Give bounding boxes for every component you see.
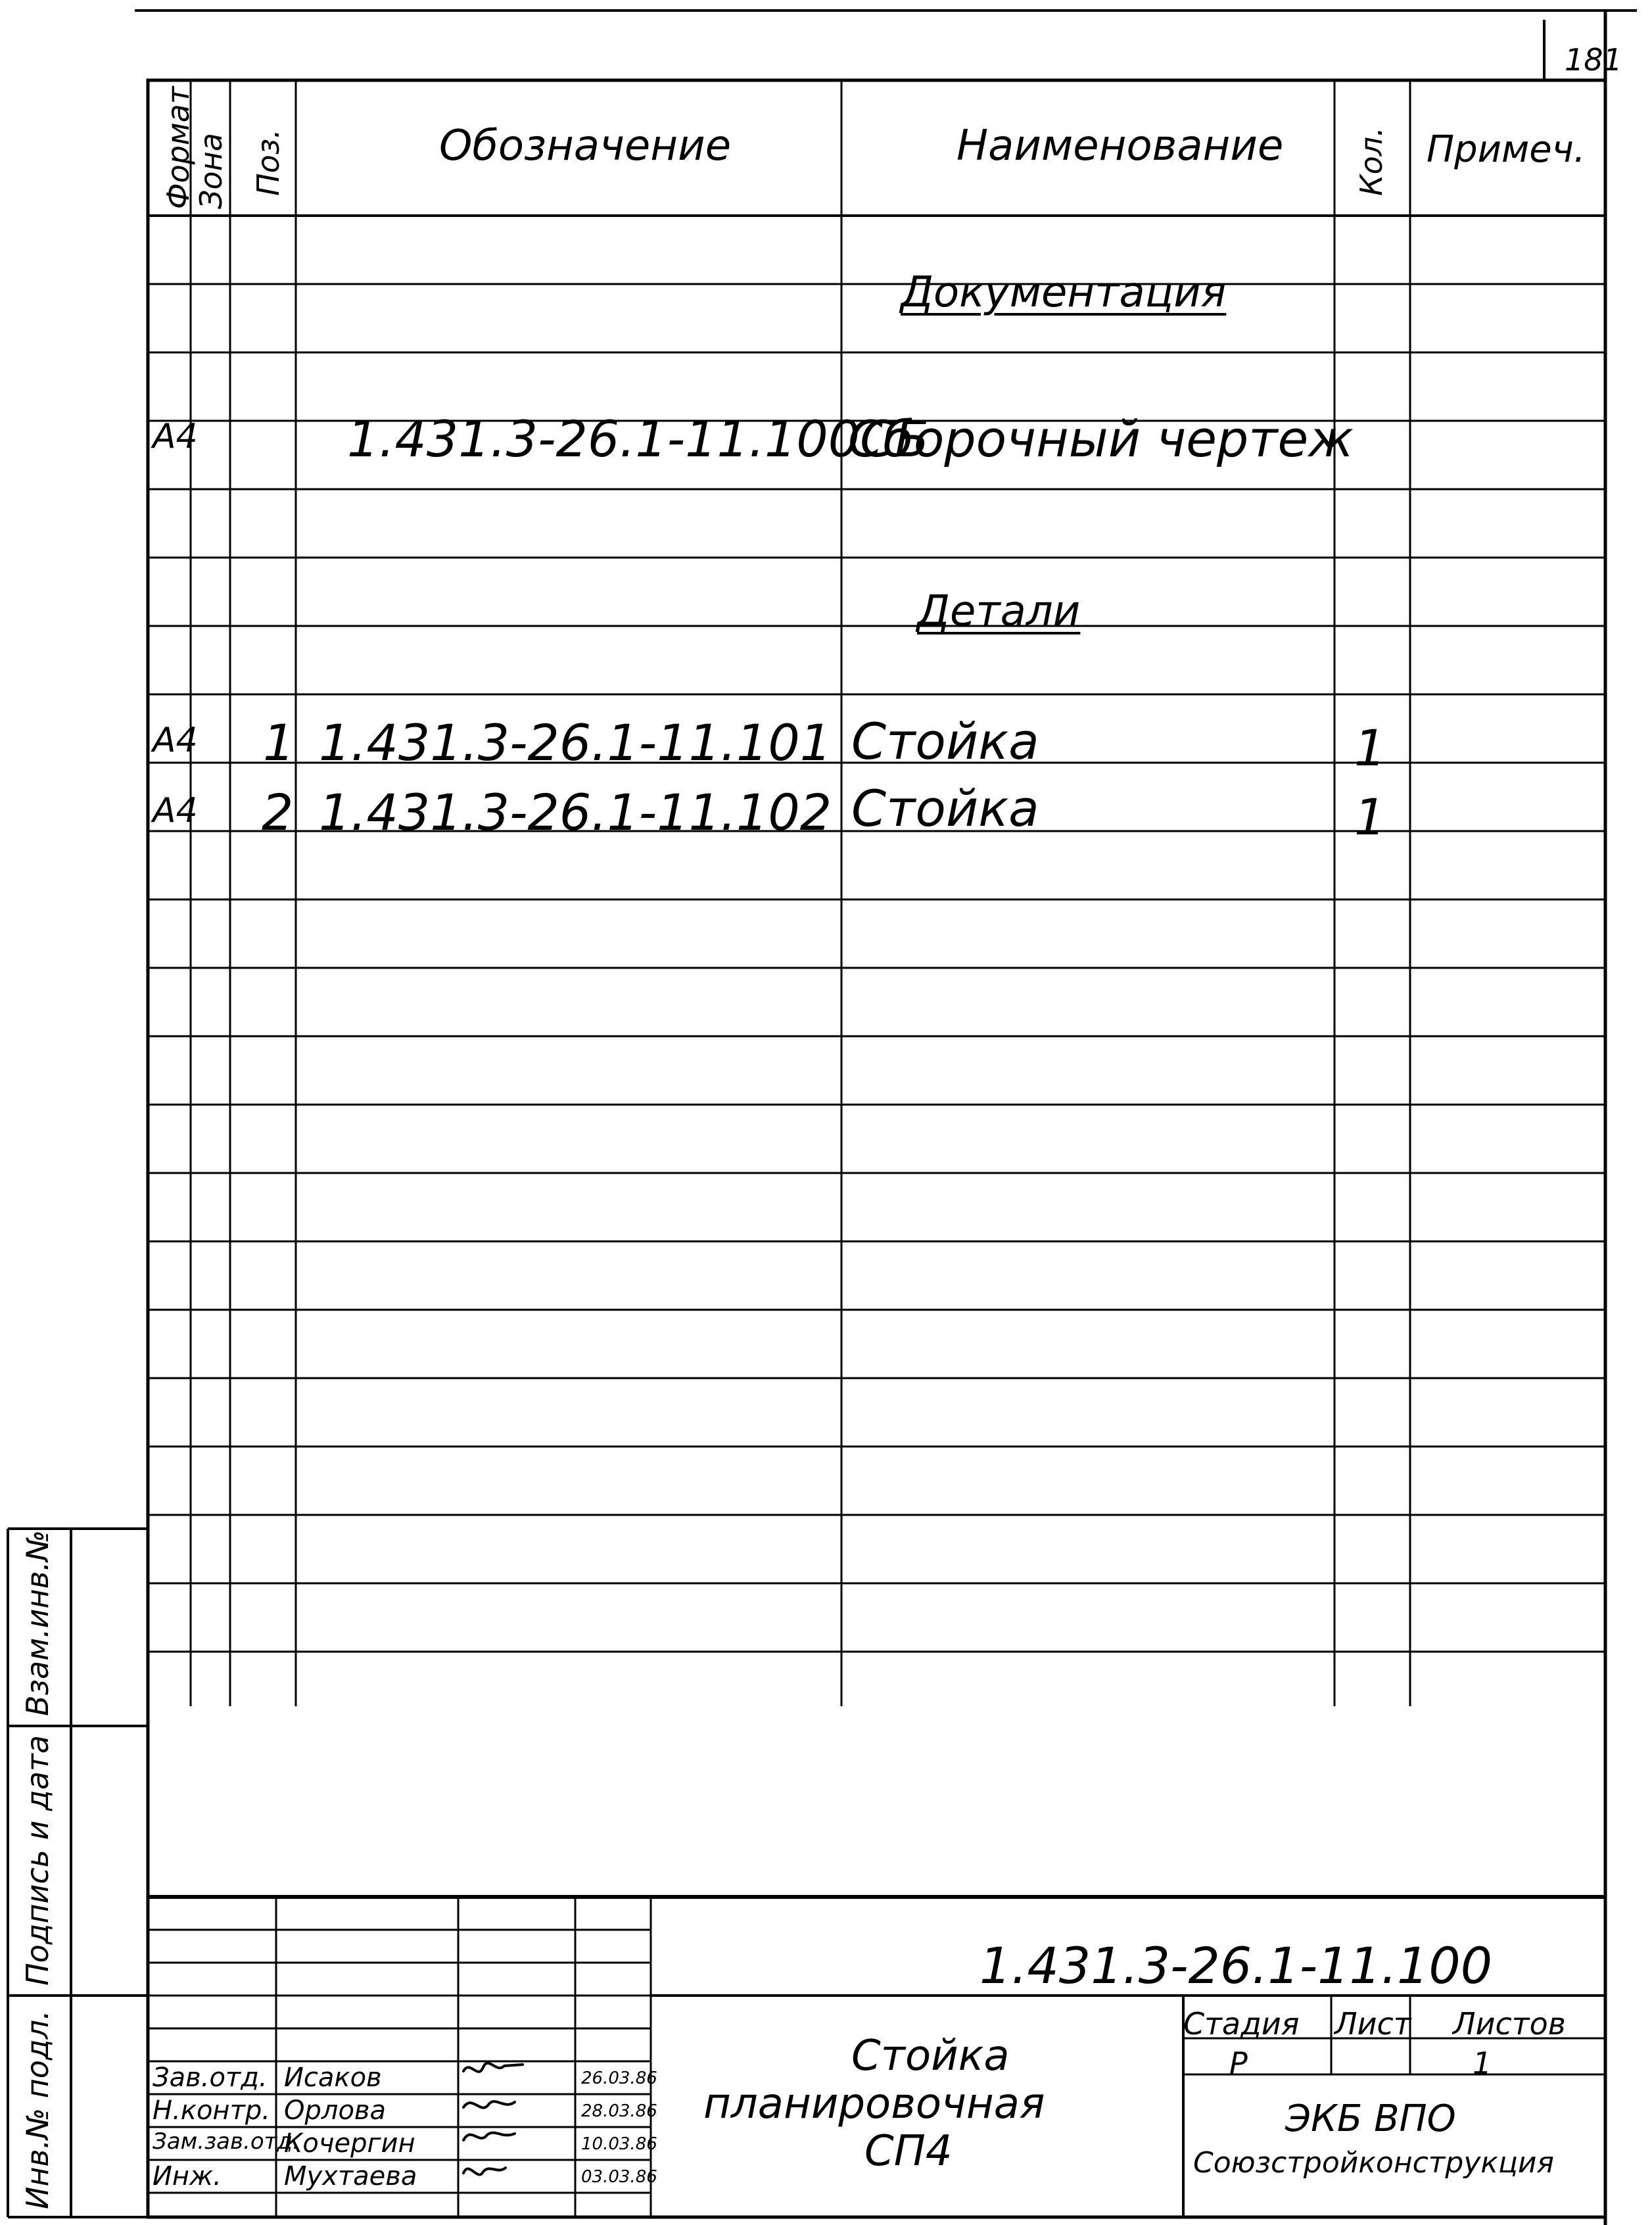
sig-role: Зам.зав.отд. <box>153 2128 300 2155</box>
title-line-3: СП4 <box>864 2127 953 2176</box>
row-qty: 1 <box>1354 788 1386 846</box>
header-format: Формат <box>160 86 196 209</box>
row-pos: 1 <box>263 713 295 772</box>
row-name: Стойка <box>851 712 1039 771</box>
section-heading-details: Детали <box>917 587 1081 636</box>
title-line-1: Стойка <box>851 2032 1010 2080</box>
row-format: А4 <box>153 791 198 830</box>
sheets-label: Листов <box>1453 2006 1566 2042</box>
row-designation: 1.431.3-26.1-11.102 <box>319 783 832 842</box>
org-line-2: Союзстройконструкция <box>1193 2146 1554 2180</box>
sheet-number: 181 <box>1565 42 1622 78</box>
sig-role: Зав.отд. <box>153 2063 268 2093</box>
row-pos: 2 <box>262 783 294 842</box>
row-format: А4 <box>153 417 198 456</box>
header-pos: Поз. <box>250 129 286 196</box>
header-note: Примеч. <box>1427 128 1586 171</box>
org-line-1: ЭКБ ВПО <box>1285 2097 1456 2140</box>
sig-role: Инж. <box>153 2161 222 2191</box>
header-qty: Кол. <box>1354 127 1389 196</box>
sig-name: Мухтаева <box>284 2161 417 2191</box>
stage-value: Р <box>1229 2046 1248 2081</box>
sheet-label: Лист <box>1334 2006 1411 2042</box>
sig-date: 28.03.86 <box>581 2101 657 2121</box>
section-heading-documentation: Документация <box>901 268 1227 317</box>
header-name: Наименование <box>956 122 1284 170</box>
stamp-inv-podl: Инв.№ подл. <box>20 2010 55 2209</box>
sheets-value: 1 <box>1473 2046 1492 2081</box>
row-designation: 1.431.3-26.1-11.101 <box>319 713 832 772</box>
stamp-sign-date: Подпись и дата <box>20 1735 55 1986</box>
sig-name: Кочергин <box>284 2128 415 2159</box>
row-name: Сборочный чертеж <box>848 410 1354 468</box>
title-line-2: планировочная <box>703 2080 1045 2128</box>
header-designation: Обозначение <box>439 122 732 170</box>
row-name: Стойка <box>851 779 1039 838</box>
sig-name: Исаков <box>284 2063 382 2093</box>
sig-date: 26.03.86 <box>581 2069 657 2088</box>
sig-name: Орлова <box>284 2095 386 2126</box>
row-designation: 1.431.3-26.1-11.100СБ <box>347 410 930 468</box>
sig-role: Н.контр. <box>153 2095 270 2126</box>
stamp-vzam-inv: Взам.инв.№ <box>20 1529 55 1716</box>
row-format: А4 <box>153 721 198 760</box>
row-qty: 1 <box>1354 719 1386 777</box>
sig-date: 03.03.86 <box>581 2167 657 2187</box>
header-zone: Зона <box>193 133 229 209</box>
sig-date: 10.03.86 <box>581 2134 657 2154</box>
title-doc-code: 1.431.3-26.1-11.100 <box>979 1936 1493 1995</box>
stage-label: Стадия <box>1183 2006 1300 2042</box>
